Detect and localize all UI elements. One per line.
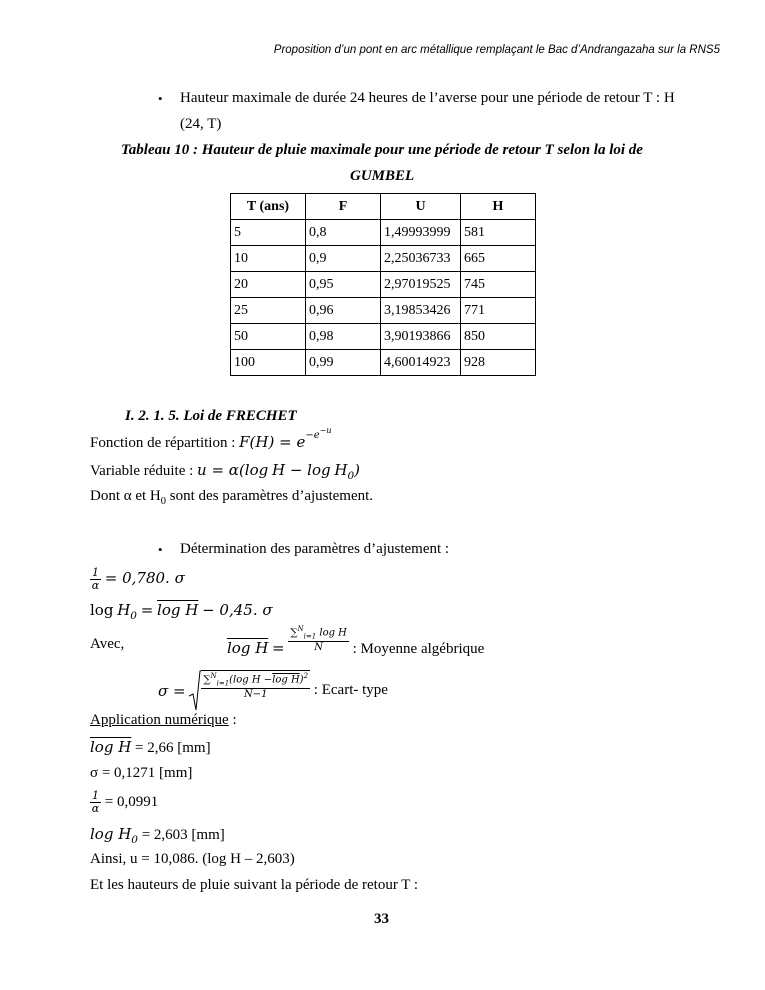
result-alpha-value: = 0,0991 [101, 794, 159, 811]
header-cell-f: F [306, 194, 381, 220]
table-caption-line1: Tableau 10 : Hauteur de pluie maximale pour une période de retour T selon la loi de [121, 142, 643, 158]
eq-logh0-eq: = [140, 601, 154, 619]
fonction-label: Fonction de répartition : [90, 435, 236, 451]
sigma-num-sq: 2 [303, 672, 309, 680]
eq-logh0-h: H [117, 601, 131, 619]
page-number: 33 [374, 911, 389, 927]
bullet-marker: • [158, 542, 163, 557]
avec-sum-sub: i=1 [303, 632, 317, 641]
header-cell-h: H [461, 194, 536, 220]
sigma-formula [158, 670, 388, 712]
eq-logh0-sub: 0 [130, 610, 137, 622]
table-cell: 0,95 [306, 272, 381, 298]
avec-sum-sup: N [297, 625, 304, 633]
result-alpha-num: 1 [92, 789, 99, 802]
avec-lhs: log H [227, 638, 269, 657]
gumbel-table [230, 193, 536, 376]
sigma-num-bar: log H [272, 674, 300, 686]
table-cell: 1,49993999 [381, 220, 461, 246]
application-colon: : [228, 712, 237, 728]
sigma-desc: : Ecart- type [313, 682, 388, 698]
sigma-num-close: ) [299, 674, 304, 686]
section-title: I. 2. 1. 5. Loi de FRECHET [125, 408, 297, 424]
eq-logh0-log: log [90, 601, 114, 619]
result-logh-label: log H [90, 738, 132, 756]
table-cell: 581 [461, 220, 536, 246]
sqrt-icon [189, 670, 201, 712]
table-row [231, 324, 536, 350]
dont-line [90, 488, 373, 507]
table-cell: 665 [461, 246, 536, 272]
variable-label: Variable réduite : [90, 463, 194, 479]
avec-desc: : Moyenne algébrique [352, 640, 485, 657]
sigma-sum-symbol: ∑ [203, 674, 211, 686]
table-cell: 928 [461, 350, 536, 376]
table-cell: 771 [461, 298, 536, 324]
variable-formula-h: H [334, 461, 348, 479]
dont-text2: sont des paramètres d’ajustement. [166, 488, 374, 504]
eq-logh0-rhs: − 0,45. σ [202, 601, 273, 619]
table-cell: 3,90193866 [381, 324, 461, 350]
variable-formula-end: ) [354, 461, 360, 479]
header-cell-u: U [381, 194, 461, 220]
sigma-sum-sup: N [210, 672, 217, 680]
fonction-line [90, 426, 332, 452]
running-header: Proposition d’un pont en arc métallique remplaçant le Bac d’Andrangazaha sur la RNS5 [273, 44, 720, 56]
variable-formula-lhs: u = α(log [197, 461, 269, 479]
eq-alpha [90, 567, 185, 592]
result-alpha [90, 790, 158, 815]
result-logh-value: = 2,66 [mm] [131, 740, 211, 756]
result-logh [90, 738, 211, 757]
avec-label: Avec, [90, 636, 125, 652]
bullet-marker: • [158, 91, 163, 106]
table-cell: 5 [231, 220, 306, 246]
table-cell: 0,99 [306, 350, 381, 376]
avec-num [288, 626, 349, 642]
variable-formula-mid: H − log [271, 461, 331, 479]
dont-sub: 0 [160, 496, 167, 507]
dont-text1: Dont α et H [90, 488, 161, 504]
table-row [231, 220, 536, 246]
sigma-num-body: (log H − [229, 674, 273, 686]
result-logh0 [90, 825, 225, 846]
avec-formula [227, 625, 485, 657]
result-logh0-value: = 2,603 [mm] [137, 827, 225, 843]
avec-sum-symbol: ∑ [290, 627, 298, 639]
table-cell: 3,19853426 [381, 298, 461, 324]
eq-logh0 [90, 601, 273, 622]
application-line [90, 712, 237, 729]
result-ainsi: Ainsi, u = 10,086. (log H – 2,603) [90, 851, 295, 867]
table-cell: 10 [231, 246, 306, 272]
avec-eq: = [272, 638, 285, 657]
table-header-row [231, 194, 536, 220]
fonction-exponent-sup: −u [319, 426, 332, 435]
table-cell: 2,25036733 [381, 246, 461, 272]
sigma-sqrt [189, 670, 310, 712]
table-cell: 20 [231, 272, 306, 298]
result-alpha-fraction [90, 790, 101, 815]
table-cell: 0,9 [306, 246, 381, 272]
table-cell: 4,60014923 [381, 350, 461, 376]
eq-alpha-den: α [91, 579, 100, 593]
sigma-radicand [201, 670, 310, 700]
table-row [231, 298, 536, 324]
table-row [231, 246, 536, 272]
sigma-sum-sub: i=1 [216, 679, 230, 688]
application-label: Application numérique [90, 712, 229, 728]
variable-formula-sub: 0 [347, 470, 355, 482]
bullet2-text: Détermination des paramètres d’ajustement : [180, 541, 450, 557]
table-cell: 50 [231, 324, 306, 350]
result-sigma: σ = 0,1271 [mm] [90, 765, 193, 781]
table-cell: 0,98 [306, 324, 381, 350]
sigma-fraction [201, 673, 310, 700]
eq-alpha-num: 1 [92, 566, 99, 579]
table-cell: 0,96 [306, 298, 381, 324]
result-logh0-label: log H [90, 825, 132, 843]
header-cell-t: T (ans) [231, 194, 306, 220]
table-cell: 0,8 [306, 220, 381, 246]
table-caption-line2: GUMBEL [350, 168, 415, 184]
result-last: Et les hauteurs de pluie suivant la période de retour T : [90, 877, 419, 893]
table-row [231, 350, 536, 376]
avec-num-tail: log H [316, 627, 347, 639]
table-cell: 745 [461, 272, 536, 298]
sigma-lhs: σ = [158, 682, 186, 700]
result-logh0-sub: 0 [131, 834, 138, 846]
eq-logh0-mean: log H [157, 601, 199, 619]
fonction-formula: F(H) = e [239, 433, 306, 451]
eq-alpha-rhs: = 0,780. σ [104, 569, 185, 588]
sigma-den: N−1 [243, 689, 268, 701]
avec-den: N [314, 642, 323, 654]
sigma-num [201, 673, 310, 689]
avec-fraction [288, 626, 349, 653]
fonction-exponent: −e [305, 430, 320, 441]
table-cell: 100 [231, 350, 306, 376]
eq-alpha-fraction [90, 567, 101, 592]
table-cell: 850 [461, 324, 536, 350]
result-alpha-den: α [91, 802, 100, 816]
bullet-text-line1: Hauteur maximale de durée 24 heures de l’averse pour une période de retour T : H [180, 90, 675, 106]
bullet-text-line2: (24, T) [180, 116, 222, 132]
table-row [231, 272, 536, 298]
variable-line [90, 461, 360, 482]
table-cell: 25 [231, 298, 306, 324]
table-cell: 2,97019525 [381, 272, 461, 298]
